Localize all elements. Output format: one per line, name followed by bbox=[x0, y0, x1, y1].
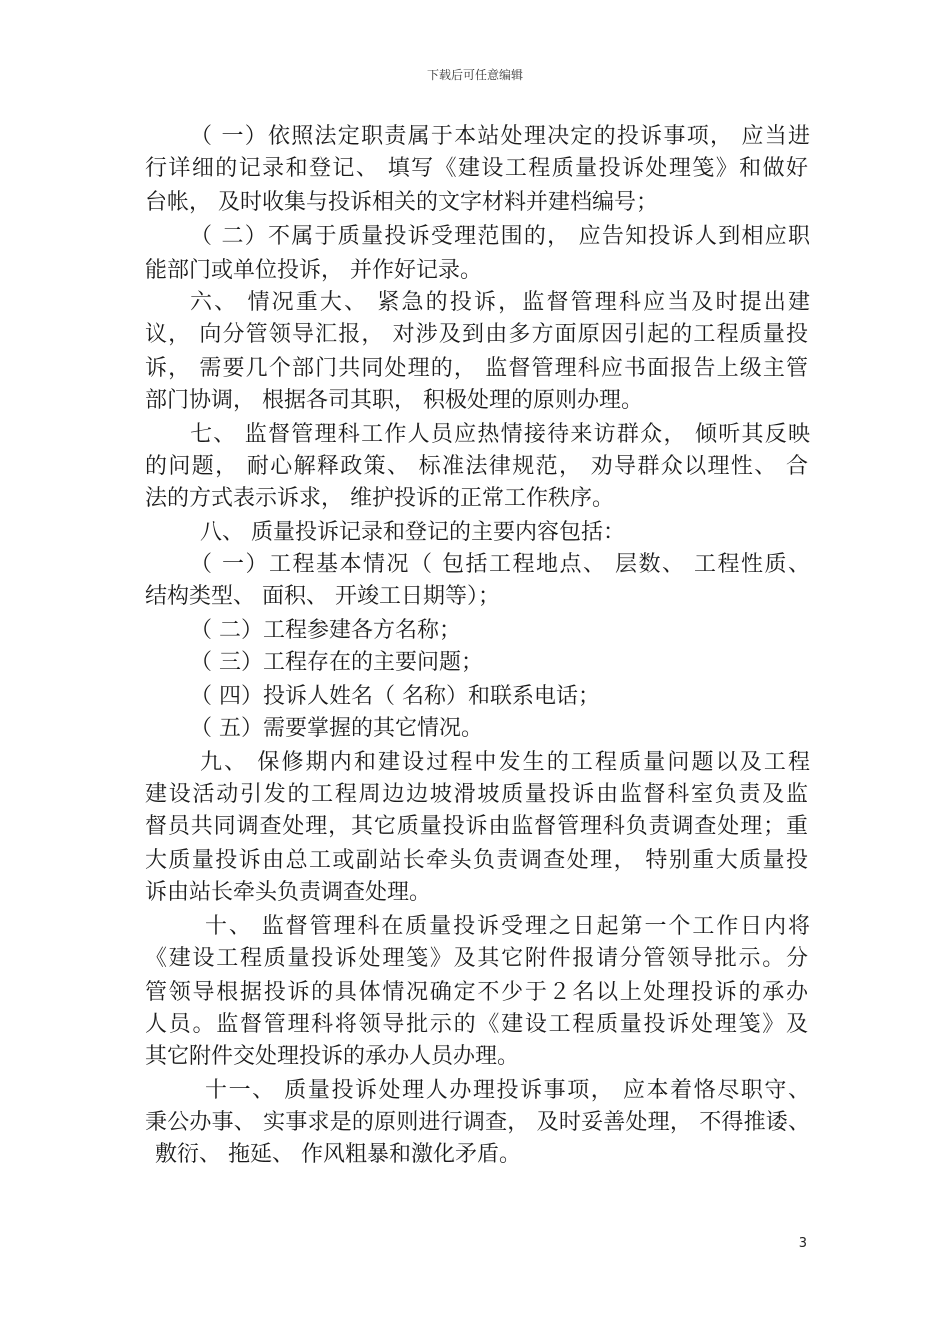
text-line: 秉公办事、 实事求是的原则进行调查， 及时妥善处理， 不得推诿、 bbox=[145, 1110, 810, 1135]
text-line: 议， 向分管领导汇报， 对涉及到由多方面原因引起的工程质量投 bbox=[145, 322, 808, 347]
text-line: 《建设工程质量投诉处理笺》及其它附件报请分管领导批示。分 bbox=[145, 946, 808, 971]
text-line: 七、 监督管理科工作人员应热情接待来访群众， 倾听其反映 bbox=[190, 422, 810, 447]
text-line: 督员共同调查处理，其它质量投诉由监督管理科负责调查处理；重 bbox=[145, 814, 808, 839]
text-line: 十一、 质量投诉处理人办理投诉事项， 应本着恪尽职守、 bbox=[205, 1078, 810, 1103]
text-line: （ 五）需要掌握的其它情况。 bbox=[190, 716, 483, 741]
text-line: 部门协调， 根据各司其职， 积极处理的原则办理。 bbox=[145, 388, 643, 413]
text-line: 六、 情况重大、 紧急的投诉，监督管理科应当及时提出建 bbox=[190, 290, 810, 315]
text-line: 台帐， 及时收集与投诉相关的文字材料并建档编号； bbox=[145, 190, 658, 215]
text-line: 敷衍、 拖延、 作风粗暴和激化矛盾。 bbox=[155, 1142, 521, 1167]
text-line: 管领导根据投诉的具体情况确定不少于２名以上处理投诉的承办 bbox=[145, 980, 808, 1005]
text-line: 能部门或单位投诉， 并作好记录。 bbox=[145, 258, 482, 283]
text-line: 的问题， 耐心解释政策、 标准法律规范， 劝导群众以理性、 合 bbox=[145, 454, 808, 479]
text-line: 行详细的记录和登记、 填写《建设工程质量投诉处理笺》和做好 bbox=[145, 156, 808, 181]
text-line: 大质量投诉由总工或副站长牵头负责调查处理， 特别重大质量投 bbox=[145, 848, 808, 873]
text-line: 结构类型、 面积、 开竣工日期等）； bbox=[145, 584, 500, 609]
text-line: 九、 保修期内和建设过程中发生的工程质量问题以及工程 bbox=[200, 750, 810, 775]
text-line: 法的方式表示诉求， 维护投诉的正常工作秩序。 bbox=[145, 486, 614, 511]
page-number: 3 bbox=[798, 1236, 807, 1251]
text-line: 建设活动引发的工程周边边坡滑坡质量投诉由监督科室负责及监 bbox=[145, 782, 808, 807]
text-line: 其它附件交处理投诉的承办人员办理。 bbox=[145, 1044, 520, 1069]
text-line: （ 二）工程参建各方名称； bbox=[190, 618, 461, 643]
page-header: 下载后可任意编辑 bbox=[426, 68, 523, 82]
text-line: （ 二）不属于质量投诉受理范围的， 应告知投诉人到相应职 bbox=[190, 224, 810, 249]
text-line: （ 三）工程存在的主要问题； bbox=[190, 650, 483, 675]
text-line: 诉由站长牵头负责调查处理。 bbox=[145, 880, 432, 905]
text-line: （ 一）工程基本情况（ 包括工程地点、 层数、 工程性质、 bbox=[190, 552, 810, 577]
text-line: 诉， 需要几个部门共同处理的， 监督管理科应书面报告上级主管 bbox=[145, 356, 808, 381]
text-line: （ 一）依照法定职责属于本站处理决定的投诉事项， 应当进 bbox=[190, 124, 810, 149]
text-line: 人员。监督管理科将领导批示的《建设工程质量投诉处理笺》及 bbox=[145, 1012, 808, 1037]
text-line: （ 四）投诉人姓名（ 名称）和联系电话； bbox=[190, 684, 600, 709]
text-line: 十、 监督管理科在质量投诉受理之日起第一个工作日内将 bbox=[205, 914, 810, 939]
text-line: 八、 质量投诉记录和登记的主要内容包括： bbox=[200, 520, 625, 545]
